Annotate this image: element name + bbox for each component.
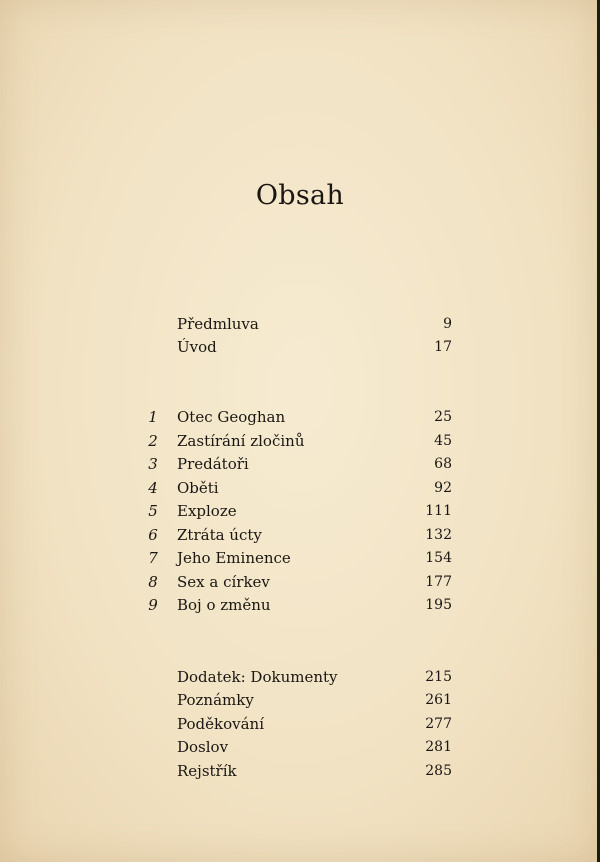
toc-entry <box>0 666 600 689</box>
toc-entry-label: Dodatek: Dokumenty <box>177 668 338 686</box>
toc-chapter-number: 4 <box>148 479 158 497</box>
toc-entry <box>0 736 600 759</box>
toc-entry-page: 132 <box>425 527 452 543</box>
toc-chapter-number: 3 <box>148 455 158 473</box>
toc-entry-page: 45 <box>434 433 452 449</box>
toc-chapter-number: 1 <box>148 408 158 426</box>
toc-entry-label: Zastírání zločinů <box>177 432 305 450</box>
toc-chapter-number: 8 <box>148 573 158 591</box>
toc-chapter-number: 9 <box>148 596 158 614</box>
toc-entry-page: 111 <box>425 503 452 519</box>
toc-chapter-entry <box>0 524 600 547</box>
toc-chapter-number: 5 <box>148 502 158 520</box>
toc-entry-page: 281 <box>425 739 452 755</box>
toc-chapter-number: 2 <box>148 432 158 450</box>
toc-entry-page: 177 <box>425 574 452 590</box>
toc-entry-page: 92 <box>434 480 452 496</box>
toc-chapter-entry <box>0 477 600 500</box>
page-title: Obsah <box>255 180 345 211</box>
toc-chapter-number: 6 <box>148 526 158 544</box>
toc-entry <box>0 713 600 736</box>
toc-entry-label: Oběti <box>177 479 219 497</box>
toc-chapter-entry <box>0 571 600 594</box>
toc-entry-label: Poděkování <box>177 715 264 733</box>
toc-entry-label: Předmluva <box>177 315 259 333</box>
toc-entry <box>0 313 600 336</box>
toc-entry-page: 215 <box>425 669 452 685</box>
toc-chapter-entry <box>0 500 600 523</box>
toc-entry-page: 154 <box>425 550 452 566</box>
toc-entry <box>0 336 600 359</box>
toc-entry-label: Poznámky <box>177 691 254 709</box>
toc-entry-page: 261 <box>425 692 452 708</box>
toc-entry-label: Ztráta úcty <box>177 526 262 544</box>
toc-entry-page: 25 <box>434 409 452 425</box>
toc-entry-page: 195 <box>425 597 452 613</box>
toc-entry-label: Rejstřík <box>177 762 237 780</box>
toc-chapter-number: 7 <box>148 549 158 567</box>
toc-entry-page: 277 <box>425 716 452 732</box>
toc-entry-page: 9 <box>443 316 452 332</box>
toc-chapter-entry <box>0 547 600 570</box>
toc-entry-page: 17 <box>434 339 452 355</box>
toc-chapter-entry <box>0 430 600 453</box>
toc-entry-label: Exploze <box>177 502 237 520</box>
toc-chapter-entry <box>0 406 600 429</box>
toc-chapter-entry <box>0 453 600 476</box>
toc-entry-label: Úvod <box>177 338 217 356</box>
toc-entry-label: Sex a církev <box>177 573 270 591</box>
toc-entry <box>0 760 600 783</box>
toc-entry-page: 285 <box>425 763 452 779</box>
toc-entry-label: Boj o změnu <box>177 596 271 614</box>
toc-entry-label: Otec Geoghan <box>177 408 286 426</box>
toc-chapter-entry <box>0 594 600 617</box>
toc-entry-label: Jeho Eminence <box>177 549 291 567</box>
toc-entry-label: Predátoři <box>177 455 249 473</box>
toc-entry-page: 68 <box>434 456 452 472</box>
toc-entry-label: Doslov <box>177 738 229 756</box>
toc-entry <box>0 689 600 712</box>
